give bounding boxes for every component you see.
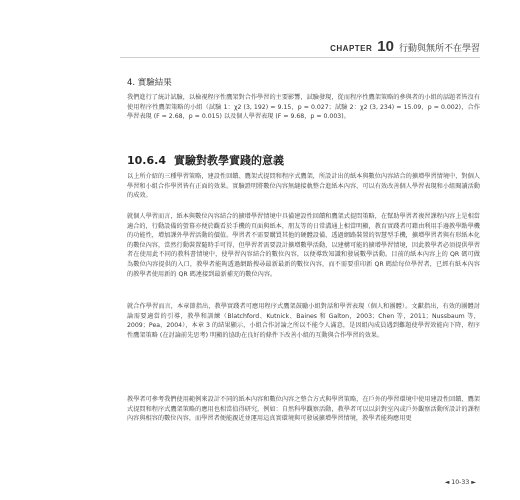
learner-paragraph: 就個人學習而言，紙本與數位內容結合的擴增學習情境中具備建設性回饋和鷹架式提問策略，在幫助學習者複習課程內容上是相當適合的，行動設備的螢幕亦便於觀看於手機的頁面與紙本，朋友等的日常溝通上相當明顯，教育實踐者可藉由利用手邊教學點學機的功能性，增加課外學習活動的價值。學習者不需要購買其他的硬體設備，透過網路裝置的智慧型手機，擴增學習者與有形紙本化的數位內容，當然行動裝置隨時手可得，但學習者需要設計擴增數學活動，以建構可能的擴增學習情境，因此教學者必須提供學習者在使用此不同的教科書情境中，使學習內容結合的數位內容，以便導致知識和發展數學活動。目前的紙本內容上的 QR 碼可做為數位內容提供的入口，教學者能夠透過網路搜尋最新最新的數位內容，而不需要重印新 QR 碼給每位學習者，已經有紙本內容的教學者使用新的 QR 碼連接到最新補充的數位內容。 bbox=[127, 213, 480, 278]
closing-paragraph: 教學者可參考我們使用範例來設計不同的紙本內容和數位內容之整合方式與學習策略，在戶外的學習環境中使用建設性回饋、鷹架式提問和程序式鷹架策略的應用也相當值得研究，例如：自然科學觀察活動，教學者可以以針對室內或戶外觀察活動所設計的課程內容與相容的數位內容，而學習者便能親近並運用這真實環境與可發展擴增學習情境，教學者能夠應用更 bbox=[127, 396, 480, 423]
chapter-number: 10 bbox=[377, 38, 394, 55]
page-number: ◄ 10-33 ► bbox=[444, 479, 476, 486]
chapter-header bbox=[330, 38, 480, 55]
chapter-title: 行動與無所不在學習 bbox=[398, 44, 480, 54]
chapter-label: CHAPTER bbox=[330, 44, 373, 53]
teacher-paragraph: 就合作學習而言，本章節指出，教學實踐者可應用程序式鷹架鼓勵小組對話和學習表現（個人和團體）。文獻指出，有效的團體討論需要適當的引導，教學和訓練（Blatchford、Kutnick、Baines 和 Galton，2003；Chen 等，2011；Nussbaum 等，2009；Pea，2004），本章 3 的結果顯示，小組合作討論之所以不能令人滿意，是因組內成員遇到難題使學習效能向下降，程序性鷹架策略 (在討論前先思考) 明顯的協助在良好的條件下改善小組的互動與合作學習的效果。 bbox=[127, 303, 480, 339]
header-divider bbox=[120, 57, 480, 58]
intro-paragraph: 以上所介紹的三種學習策略，建設性回饋、鷹架式提問和程序式鷹架，所設計出的紙本與數位內容結合的擴增學習情境中，對個人學習和小組合作學習皆有正面的效果。實驗證明將數位內容無縫接軌整合進紙本內容，可以有效改善個人學習表現和小組閱讀活動的成效。 bbox=[127, 173, 480, 200]
section-title: 實驗對教學實踐的意義 bbox=[173, 154, 284, 167]
subsection-title: 4. 實驗結果 bbox=[127, 78, 172, 88]
section-heading bbox=[127, 152, 480, 168]
results-paragraph: 我們進行了統計試驗，以檢視程序性鷹架對合作學習的主要影響，試驗發現，從而程序性鷹架策略的參與者的小組的話題者皆沒有使用程序性鷹架策略的小組（試驗 1：χ2 (3, 192) = 9.15，p = 0.027；試驗 2：χ2 (3, 234) = 15.09，p = 0.002)，合作學習表現 (F = 2.68，p = 0.015) 以及個人學習表現 (F = 9.68，p = 0.003)。 bbox=[127, 94, 480, 121]
section-number: 10.6.4 bbox=[127, 154, 166, 167]
